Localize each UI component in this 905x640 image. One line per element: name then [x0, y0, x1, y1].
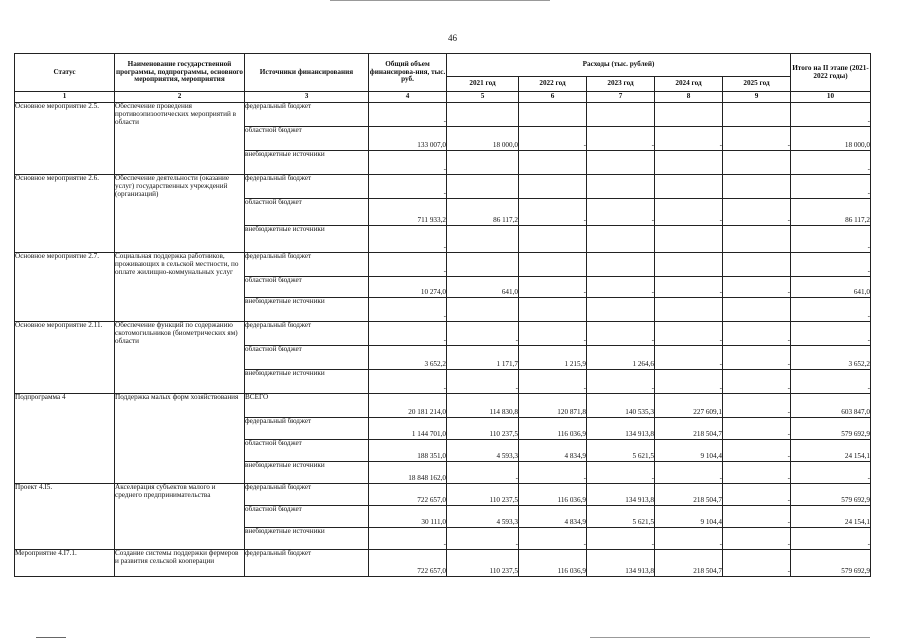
header-total-volume: Общий объем финансирова-ния, тыс. руб. — [369, 54, 447, 92]
value-cell — [519, 298, 587, 322]
column-number: 3 — [245, 92, 369, 103]
value-cell: 3 652,2 — [369, 346, 447, 370]
status-cell: Проект 4.I5. — [15, 484, 115, 550]
value-cell: - — [723, 346, 791, 370]
funding-source-cell: областной бюджет — [245, 277, 369, 298]
value-cell: 116 036,9 — [519, 550, 587, 577]
value-cell — [447, 298, 519, 322]
value-cell — [655, 175, 723, 199]
funding-source-cell: федеральный бюджет — [245, 253, 369, 277]
value-cell: - — [655, 322, 723, 346]
value-cell: 134 913,8 — [587, 550, 655, 577]
header-year-2022: 2022 год — [519, 77, 587, 92]
value-cell: - — [369, 103, 447, 127]
status-cell: Подпрограмма 4 — [15, 394, 115, 484]
value-cell: 110 237,5 — [447, 484, 519, 506]
header-program-name: Наименование государственной программы, подпрограммы, основного мероприятия, мероприятия — [115, 54, 245, 92]
funding-source-cell: областной бюджет — [245, 440, 369, 462]
value-cell — [587, 253, 655, 277]
funding-source-cell: внебюджетные источники — [245, 528, 369, 550]
column-number: 2 — [115, 92, 245, 103]
value-cell: 218 504,7 — [655, 418, 723, 440]
value-cell: 18 000,0 — [791, 127, 871, 151]
value-cell: 110 237,5 — [447, 550, 519, 577]
value-cell: 116 036,9 — [519, 484, 587, 506]
value-cell: - — [723, 440, 791, 462]
value-cell: 603 847,0 — [791, 394, 871, 418]
value-cell: 133 007,0 — [369, 127, 447, 151]
value-cell: 18 000,0 — [447, 127, 519, 151]
program-name-cell: Создание системы поддержки фермеров и развития сельской кооперации — [115, 550, 245, 577]
program-name-cell: Обеспечение функций по содержанию скотомогильников (биометрических ям) области — [115, 322, 245, 394]
value-cell: - — [655, 127, 723, 151]
value-cell — [447, 175, 519, 199]
value-cell — [519, 226, 587, 253]
value-cell: 134 913,8 — [587, 418, 655, 440]
funding-source-cell: внебюджетные источники — [245, 462, 369, 484]
value-cell: - — [655, 528, 723, 550]
value-cell — [447, 226, 519, 253]
value-cell: 86 117,2 — [791, 199, 871, 226]
value-cell: - — [791, 151, 871, 175]
value-cell: 218 504,7 — [655, 550, 723, 577]
value-cell: - — [369, 226, 447, 253]
value-cell: 641,0 — [791, 277, 871, 298]
value-cell: 4 593,3 — [447, 440, 519, 462]
value-cell — [723, 151, 791, 175]
value-cell: - — [369, 298, 447, 322]
value-cell: - — [791, 226, 871, 253]
funding-source-cell: областной бюджет — [245, 346, 369, 370]
value-cell — [723, 103, 791, 127]
table-row — [15, 175, 871, 199]
value-cell: - — [587, 528, 655, 550]
status-cell: Основное мероприятие 2.11. — [15, 322, 115, 394]
value-cell: 24 154,1 — [791, 440, 871, 462]
value-cell: - — [447, 528, 519, 550]
value-cell: 120 871,8 — [519, 394, 587, 418]
value-cell: 9 104,4 — [655, 440, 723, 462]
funding-source-cell: внебюджетные источники — [245, 226, 369, 253]
value-cell: 134 913,8 — [587, 484, 655, 506]
header-year-2024: 2024 год — [655, 77, 723, 92]
column-number: 6 — [519, 92, 587, 103]
value-cell: - — [791, 253, 871, 277]
value-cell: 722 657,0 — [369, 484, 447, 506]
value-cell: - — [723, 127, 791, 151]
value-cell: 1 264,6 — [587, 346, 655, 370]
value-cell: - — [655, 346, 723, 370]
value-cell: - — [519, 462, 587, 484]
value-cell: - — [791, 462, 871, 484]
value-cell — [519, 103, 587, 127]
header-year-2021: 2021 год — [447, 77, 519, 92]
value-cell: - — [723, 322, 791, 346]
value-cell: 579 692,9 — [791, 418, 871, 440]
footer-line — [590, 637, 870, 638]
value-cell: 1 144 701,0 — [369, 418, 447, 440]
value-cell: - — [447, 322, 519, 346]
value-cell — [655, 103, 723, 127]
value-cell: - — [723, 506, 791, 528]
value-cell: 188 351,0 — [369, 440, 447, 462]
header-funding-sources: Источники финансирования — [245, 54, 369, 92]
program-name-cell: Обеспечение проведения противоэпизоотических мероприятий в области — [115, 103, 245, 175]
status-cell: Основное мероприятие 2.6. — [15, 175, 115, 253]
value-cell: 18 848 162,0 — [369, 462, 447, 484]
value-cell — [587, 103, 655, 127]
value-cell: - — [791, 298, 871, 322]
value-cell: 114 830,8 — [447, 394, 519, 418]
funding-source-cell: областной бюджет — [245, 127, 369, 151]
table-body — [15, 103, 871, 577]
value-cell: - — [587, 322, 655, 346]
value-cell: - — [587, 277, 655, 298]
value-cell — [587, 298, 655, 322]
table-row — [15, 322, 871, 346]
value-cell — [519, 151, 587, 175]
value-cell: - — [369, 151, 447, 175]
value-cell: 579 692,9 — [791, 550, 871, 577]
value-cell: - — [447, 370, 519, 394]
funding-source-cell: федеральный бюджет — [245, 322, 369, 346]
table-row — [15, 394, 871, 418]
header-status: Статус — [15, 54, 115, 92]
value-cell: - — [723, 550, 791, 577]
funding-source-cell: ВСЕГО — [245, 394, 369, 418]
value-cell: 110 237,5 — [447, 418, 519, 440]
table-row — [15, 484, 871, 506]
value-cell: - — [519, 277, 587, 298]
value-cell: 4 593,3 — [447, 506, 519, 528]
value-cell — [655, 151, 723, 175]
funding-source-cell: федеральный бюджет — [245, 418, 369, 440]
value-cell: - — [791, 322, 871, 346]
value-cell: 1 215,9 — [519, 346, 587, 370]
value-cell: 5 621,5 — [587, 506, 655, 528]
value-cell: - — [655, 370, 723, 394]
value-cell: - — [519, 199, 587, 226]
value-cell: - — [369, 370, 447, 394]
value-cell — [587, 175, 655, 199]
funding-source-cell: областной бюджет — [245, 199, 369, 226]
value-cell: 5 621,5 — [587, 440, 655, 462]
value-cell: 20 181 214,0 — [369, 394, 447, 418]
value-cell: 641,0 — [447, 277, 519, 298]
value-cell: - — [587, 199, 655, 226]
column-number: 4 — [369, 92, 447, 103]
value-cell: 722 657,0 — [369, 550, 447, 577]
value-cell: - — [791, 528, 871, 550]
value-cell: - — [791, 175, 871, 199]
value-cell: - — [369, 175, 447, 199]
header-year-2023: 2023 год — [587, 77, 655, 92]
program-name-cell: Социальная поддержка работников, проживающих в сельской местности, по оплате жилищно-коммунальных услуг — [115, 253, 245, 322]
value-cell: 140 535,3 — [587, 394, 655, 418]
value-cell: - — [723, 199, 791, 226]
value-cell — [587, 151, 655, 175]
value-cell: - — [519, 528, 587, 550]
value-cell: 86 117,2 — [447, 199, 519, 226]
header-expenses: Расходы (тыс. рублей) — [447, 54, 791, 77]
value-cell: - — [791, 103, 871, 127]
table-row — [15, 550, 871, 577]
value-cell: - — [791, 370, 871, 394]
table-row — [15, 103, 871, 127]
value-cell: - — [723, 462, 791, 484]
value-cell: - — [587, 462, 655, 484]
value-cell: - — [723, 370, 791, 394]
header-total-stage: Итого на II этапе (2021-2022 годы) — [791, 54, 871, 92]
funding-source-cell: федеральный бюджет — [245, 103, 369, 127]
value-cell: - — [369, 322, 447, 346]
value-cell: 1 171,7 — [447, 346, 519, 370]
budget-table — [14, 53, 871, 577]
funding-source-cell: областной бюджет — [245, 506, 369, 528]
value-cell: 3 652,2 — [791, 346, 871, 370]
column-number: 9 — [723, 92, 791, 103]
value-cell — [723, 175, 791, 199]
value-cell — [723, 253, 791, 277]
value-cell — [723, 226, 791, 253]
value-cell: - — [655, 277, 723, 298]
value-cell: - — [369, 253, 447, 277]
header-year-2025: 2025 год — [723, 77, 791, 92]
funding-source-cell: внебюджетные источники — [245, 151, 369, 175]
value-cell: 10 274,0 — [369, 277, 447, 298]
footer-line — [36, 637, 66, 638]
column-number: 7 — [587, 92, 655, 103]
table-row — [15, 253, 871, 277]
funding-source-cell: внебюджетные источники — [245, 370, 369, 394]
funding-source-cell: внебюджетные источники — [245, 298, 369, 322]
column-number: 5 — [447, 92, 519, 103]
value-cell: - — [519, 127, 587, 151]
top-edge-line — [330, 0, 550, 1]
value-cell — [655, 226, 723, 253]
program-name-cell: Поддержка малых форм хозяйствования — [115, 394, 245, 484]
page-number: 46 — [448, 33, 457, 43]
value-cell: - — [655, 199, 723, 226]
value-cell — [447, 103, 519, 127]
value-cell: - — [447, 462, 519, 484]
value-cell: - — [723, 528, 791, 550]
value-cell: 711 933,2 — [369, 199, 447, 226]
value-cell — [723, 298, 791, 322]
value-cell: 116 036,9 — [519, 418, 587, 440]
value-cell: - — [723, 394, 791, 418]
value-cell — [655, 298, 723, 322]
value-cell: - — [519, 370, 587, 394]
status-cell: Мероприятие 4.I7.1. — [15, 550, 115, 577]
value-cell: 218 504,7 — [655, 484, 723, 506]
value-cell: 30 111,0 — [369, 506, 447, 528]
value-cell: 227 609,1 — [655, 394, 723, 418]
value-cell: 579 692,9 — [791, 484, 871, 506]
value-cell: 4 834,9 — [519, 506, 587, 528]
status-cell: Основное мероприятие 2.5. — [15, 103, 115, 175]
value-cell: - — [369, 528, 447, 550]
value-cell: - — [723, 277, 791, 298]
column-number: 8 — [655, 92, 723, 103]
value-cell: - — [723, 418, 791, 440]
value-cell: - — [587, 370, 655, 394]
program-name-cell: Акселерация субъектов малого и среднего предпринимательства — [115, 484, 245, 550]
value-cell: 9 104,4 — [655, 506, 723, 528]
value-cell — [519, 253, 587, 277]
funding-source-cell: федеральный бюджет — [245, 550, 369, 577]
value-cell — [587, 226, 655, 253]
funding-source-cell: федеральный бюджет — [245, 484, 369, 506]
value-cell — [447, 253, 519, 277]
value-cell: - — [723, 484, 791, 506]
funding-source-cell: федеральный бюджет — [245, 175, 369, 199]
status-cell: Основное мероприятие 2.7. — [15, 253, 115, 322]
value-cell: - — [519, 322, 587, 346]
value-cell: - — [587, 127, 655, 151]
column-number: 10 — [791, 92, 871, 103]
value-cell — [447, 151, 519, 175]
column-number: 1 — [15, 92, 115, 103]
program-name-cell: Обеспечение деятельности (оказание услуг) государственных учреждений (организаций) — [115, 175, 245, 253]
value-cell: 24 154,1 — [791, 506, 871, 528]
value-cell — [655, 253, 723, 277]
value-cell: - — [655, 462, 723, 484]
value-cell: 4 834,9 — [519, 440, 587, 462]
value-cell — [519, 175, 587, 199]
